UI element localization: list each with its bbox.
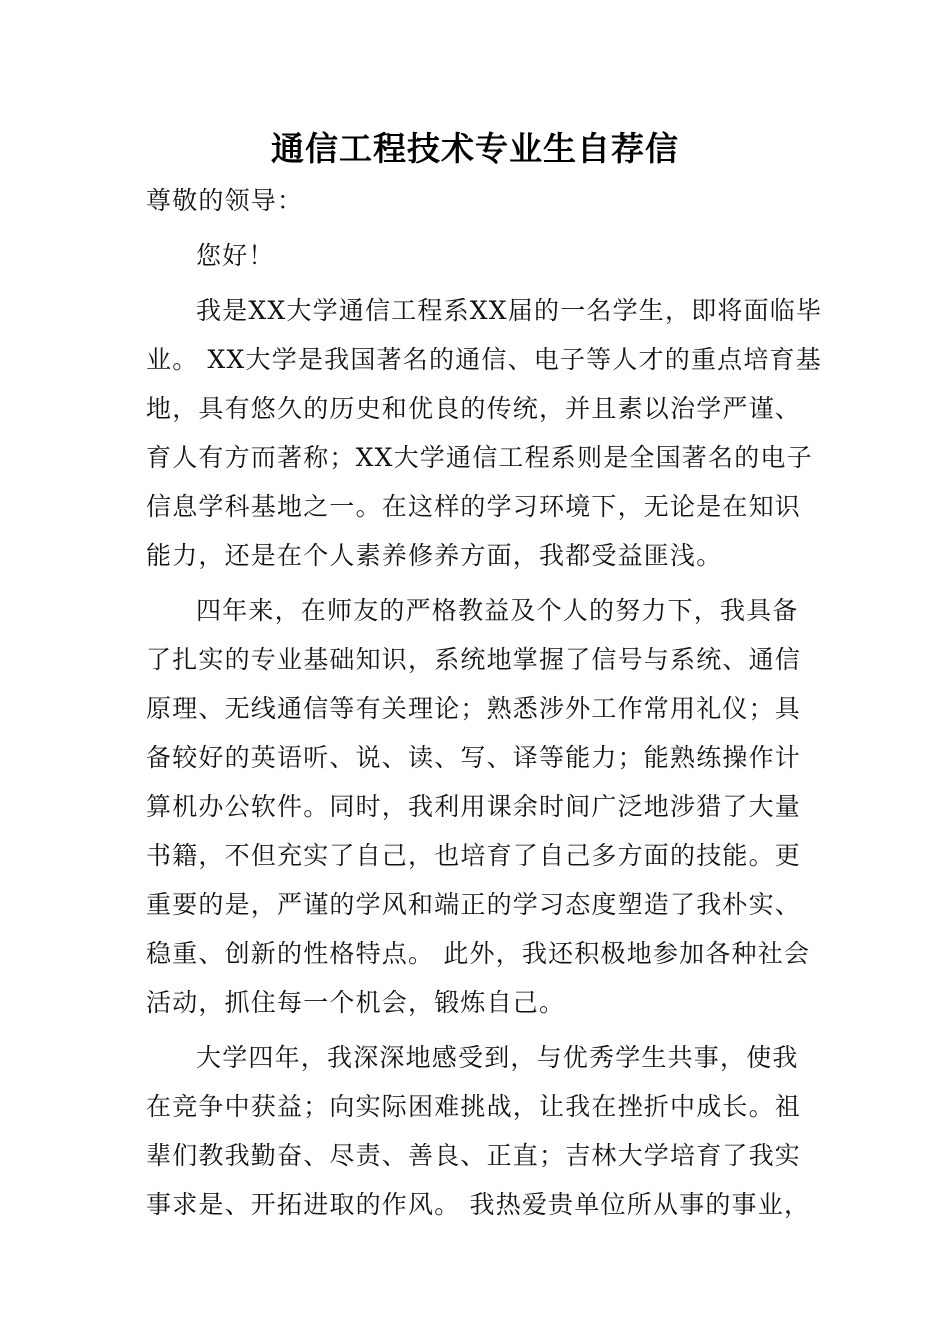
greeting: 您好！ — [196, 241, 275, 270]
paragraph-line: 书籍，不但充实了自己，也培育了自己多方面的技能。更 — [146, 841, 802, 870]
letter-body — [146, 176, 823, 1229]
paragraph-line: 信息学科基地之一。在这样的学习环境下，无论是在知识 — [146, 492, 802, 521]
paragraph-line: 稳重、创新的性格特点。 此外，我还积极地参加各种社会 — [146, 939, 811, 968]
paragraph-line: 在竞争中获益；向实际困难挑战，让我在挫折中成长。祖 — [146, 1092, 802, 1121]
paragraph-line: 活动，抓住每一个机会，锻炼自己。 — [146, 988, 566, 1017]
paragraph-line: 算机办公软件。同时，我利用课余时间广泛地涉猎了大量 — [146, 792, 802, 821]
paragraph-line: 事求是、开拓进取的作风。 我热爱贵单位所从事的事业， — [146, 1190, 811, 1219]
paragraph-line: 能力，还是在个人素养修养方面，我都受益匪浅。 — [146, 541, 723, 570]
paragraph-line: 我是XX大学通信工程系XX届的一名学生，即将面临毕 — [196, 296, 823, 325]
paragraph-line: 育人有方而著称；XX大学通信工程系则是全国著名的电子 — [146, 443, 813, 472]
paragraph-line: 备较好的英语听、说、读、写、译等能力；能熟练操作计 — [146, 743, 802, 772]
paragraph-line: 重要的是，严谨的学风和端正的学习态度塑造了我朴实、 — [146, 890, 802, 919]
paragraph-line: 地，具有悠久的历史和优良的传统，并且素以治学严谨、 — [146, 394, 802, 423]
salutation: 尊敬的领导： — [146, 186, 304, 215]
paragraph-1 — [146, 286, 823, 580]
paragraph-line: 四年来，在师友的严格教益及个人的努力下，我具备 — [196, 596, 799, 625]
paragraph-3 — [146, 1033, 810, 1229]
paragraph-2 — [146, 586, 810, 1027]
paragraph-line: 辈们教我勤奋、尽责、善良、正直；吉林大学培育了我实 — [146, 1141, 802, 1170]
paragraph-line: 了扎实的专业基础知识，系统地掌握了信号与系统、通信 — [146, 645, 802, 674]
document-title: 通信工程技术专业生自荐信 — [271, 129, 679, 168]
paragraph-line: 原理、无线通信等有关理论；熟悉涉外工作常用礼仪；具 — [146, 694, 802, 723]
paragraph-line: 业。 XX大学是我国著名的通信、电子等人才的重点培育基 — [146, 345, 822, 374]
paragraph-line: 大学四年，我深深地感受到，与优秀学生共事，使我 — [196, 1043, 799, 1072]
